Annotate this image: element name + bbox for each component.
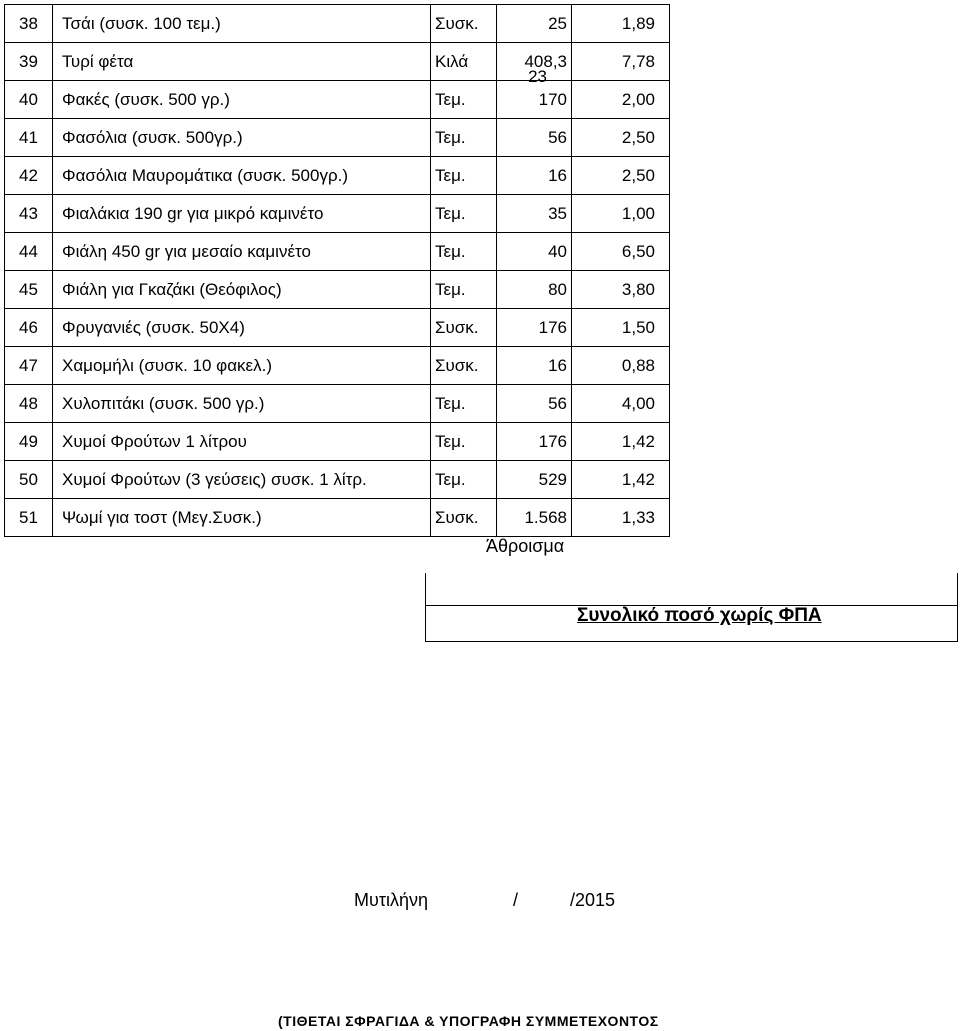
item-description-cell (53, 119, 431, 157)
unit-text: Τεμ. (435, 127, 466, 147)
item-description-text: Χυμοί Φρούτων 1 λίτρου (62, 431, 247, 451)
quantity-text: 16 (548, 165, 567, 185)
item-number-text: 48 (19, 393, 38, 413)
unit-cell (431, 423, 497, 461)
quantity-text: 35 (548, 203, 567, 223)
item-number-text: 42 (19, 165, 38, 185)
table-row (5, 499, 670, 537)
price-cell (572, 233, 670, 271)
unit-text: Τεμ. (435, 203, 466, 223)
price-cell (572, 499, 670, 537)
table-row (5, 385, 670, 423)
table-row (5, 233, 670, 271)
unit-cell (431, 157, 497, 195)
quantity-cell (497, 499, 572, 537)
item-number-cell (5, 5, 53, 43)
item-number-text: 44 (19, 241, 38, 261)
table-row (5, 43, 670, 81)
unit-cell (431, 461, 497, 499)
item-description-cell (53, 461, 431, 499)
unit-cell (431, 347, 497, 385)
place-label: Μυτιλήνη (354, 890, 428, 910)
quantity-cell (497, 347, 572, 385)
item-number-text: 40 (19, 89, 38, 109)
table-row (5, 157, 670, 195)
price-cell (572, 347, 670, 385)
quantity-cell (497, 81, 572, 119)
quantity-text: 16 (548, 355, 567, 375)
item-description-text: Τσάι (συσκ. 100 τεμ.) (62, 13, 221, 33)
price-cell (572, 423, 670, 461)
unit-cell (431, 309, 497, 347)
quantity-text: 170 (538, 89, 567, 109)
quantity-text: 56 (548, 127, 567, 147)
item-description-cell (53, 499, 431, 537)
table-row (5, 461, 670, 499)
price-text: 6,50 (621, 241, 655, 261)
item-number-text: 46 (19, 317, 38, 337)
unit-text: Τεμ. (435, 393, 466, 413)
table-row (5, 423, 670, 461)
price-cell (572, 81, 670, 119)
item-number-text: 43 (19, 203, 38, 223)
item-description-cell (53, 157, 431, 195)
item-description-text: Χυλοπιτάκι (συσκ. 500 γρ.) (62, 393, 265, 413)
item-number-cell (5, 157, 53, 195)
total-without-vat-label: Συνολικό ποσό χωρίς ΦΠΑ (577, 605, 822, 626)
unit-cell (431, 81, 497, 119)
item-number-cell (5, 119, 53, 157)
table-row (5, 81, 670, 119)
price-text: 2,50 (621, 127, 655, 147)
item-description-cell (53, 309, 431, 347)
item-description-text: Χυμοί Φρούτων (3 γεύσεις) συσκ. 1 λίτρ. (62, 469, 367, 489)
item-number-cell (5, 309, 53, 347)
unit-cell (431, 195, 497, 233)
item-number-text: 51 (19, 507, 38, 527)
quantity-cell (497, 271, 572, 309)
quantity-text: 25 (548, 13, 567, 33)
item-description-cell (53, 195, 431, 233)
table-row (5, 271, 670, 309)
item-number-cell (5, 499, 53, 537)
quantity-cell (497, 43, 572, 86)
unit-cell (431, 119, 497, 157)
items-table (4, 4, 670, 537)
item-description-text: Φρυγανιές (συσκ. 50Χ4) (62, 317, 245, 337)
item-number-text: 38 (19, 13, 38, 33)
item-description-cell (53, 347, 431, 385)
date-year: /2015 (570, 890, 616, 910)
item-number-cell (5, 461, 53, 499)
item-number-cell (5, 271, 53, 309)
item-number-cell (5, 423, 53, 461)
sum-label: Άθροισμα (486, 536, 565, 556)
price-text: 1,89 (621, 13, 655, 33)
unit-cell (431, 5, 497, 43)
item-number-text: 45 (19, 279, 38, 299)
quantity-cell (497, 309, 572, 347)
table-row (5, 5, 670, 43)
price-text: 1,50 (621, 317, 655, 337)
item-description-text: Φακές (συσκ. 500 γρ.) (62, 89, 230, 109)
price-cell (572, 157, 670, 195)
quantity-text: 40 (548, 241, 567, 261)
price-text: 2,00 (621, 89, 655, 109)
item-description-cell (53, 271, 431, 309)
quantity-text: 176 (538, 317, 567, 337)
unit-text: Τεμ. (435, 165, 466, 185)
price-cell (572, 43, 670, 81)
unit-text: Συσκ. (435, 13, 479, 33)
unit-text: Συσκ. (435, 355, 479, 375)
unit-text: Συσκ. (435, 507, 479, 527)
item-number-cell (5, 347, 53, 385)
price-cell (572, 309, 670, 347)
table-row (5, 119, 670, 157)
item-number-cell (5, 43, 53, 81)
unit-cell (431, 499, 497, 537)
unit-text: Τεμ. (435, 89, 466, 109)
table-row (5, 195, 670, 233)
price-cell (572, 119, 670, 157)
quantity-text: 80 (548, 279, 567, 299)
unit-text: Τεμ. (435, 431, 466, 451)
quantity-cell (497, 423, 572, 461)
date-slash: / (513, 890, 519, 910)
unit-cell (431, 233, 497, 271)
item-number-text: 50 (19, 469, 38, 489)
unit-text: Συσκ. (435, 317, 479, 337)
items-table-body (5, 5, 670, 537)
quantity-text: 56 (548, 393, 567, 413)
table-row (5, 309, 670, 347)
item-description-cell (53, 423, 431, 461)
price-text: 7,78 (621, 51, 655, 71)
quantity-overflow-text: 23 (528, 67, 547, 86)
item-description-cell (53, 81, 431, 119)
quantity-text: 529 (538, 469, 567, 489)
price-cell (572, 271, 670, 309)
item-description-text: Ψωμί για τοστ (Μεγ.Συσκ.) (62, 507, 262, 527)
item-number-text: 47 (19, 355, 38, 375)
quantity-cell (497, 385, 572, 423)
item-description-text: Χαμομήλι (συσκ. 10 φακελ.) (62, 355, 273, 375)
item-description-text: Φιαλάκια 190 gr για μικρό καμινέτο (62, 203, 324, 223)
item-description-cell (53, 233, 431, 271)
price-text: 1,33 (621, 507, 655, 527)
price-text: 4,00 (621, 393, 655, 413)
price-cell (572, 385, 670, 423)
item-number-cell (5, 385, 53, 423)
quantity-cell (497, 5, 572, 43)
item-description-cell (53, 43, 431, 81)
price-text: 1,00 (621, 203, 655, 223)
item-number-cell (5, 195, 53, 233)
item-description-cell (53, 5, 431, 43)
item-description-text: Φιάλη για Γκαζάκι (Θεόφιλος) (62, 279, 282, 299)
price-cell (572, 461, 670, 499)
price-text: 0,88 (621, 355, 655, 375)
item-number-text: 49 (19, 431, 38, 451)
unit-text: Τεμ. (435, 279, 466, 299)
quantity-cell (497, 461, 572, 499)
item-description-text: Φασόλια (συσκ. 500γρ.) (62, 127, 243, 147)
item-description-text: Τυρί φέτα (62, 51, 134, 71)
table-row (5, 347, 670, 385)
price-text: 2,50 (621, 165, 655, 185)
price-text: 3,80 (621, 279, 655, 299)
item-description-text: Φιάλη 450 gr για μεσαίο καμινέτο (62, 241, 311, 261)
price-text: 1,42 (621, 431, 655, 451)
quantity-cell (497, 195, 572, 233)
price-cell (572, 5, 670, 43)
quantity-cell (497, 233, 572, 271)
item-number-cell (5, 233, 53, 271)
item-description-text: Φασόλια Μαυρομάτικα (συσκ. 500γρ.) (62, 165, 349, 185)
price-text: 1,42 (621, 469, 655, 489)
price-cell (572, 195, 670, 233)
item-number-text: 39 (19, 51, 38, 71)
quantity-text: 408,3 (524, 51, 567, 71)
item-number-cell (5, 81, 53, 119)
unit-cell (431, 43, 497, 81)
quantity-cell (497, 119, 572, 157)
stamp-signature-note: (ΤΙΘΕΤΑΙ ΣΦΡΑΓΙΔΑ & ΥΠΟΓΡΑΦΗ ΣΥΜΜΕΤΕΧΟΝΤΟΣ (278, 1013, 659, 1029)
item-description-cell (53, 385, 431, 423)
unit-cell (431, 271, 497, 309)
quantity-cell (497, 157, 572, 195)
unit-text: Τεμ. (435, 469, 466, 489)
unit-cell (431, 385, 497, 423)
item-number-text: 41 (19, 127, 38, 147)
unit-text: Κιλά (435, 51, 469, 71)
quantity-text: 1.568 (524, 507, 567, 527)
quantity-text: 176 (538, 431, 567, 451)
unit-text: Τεμ. (435, 241, 466, 261)
